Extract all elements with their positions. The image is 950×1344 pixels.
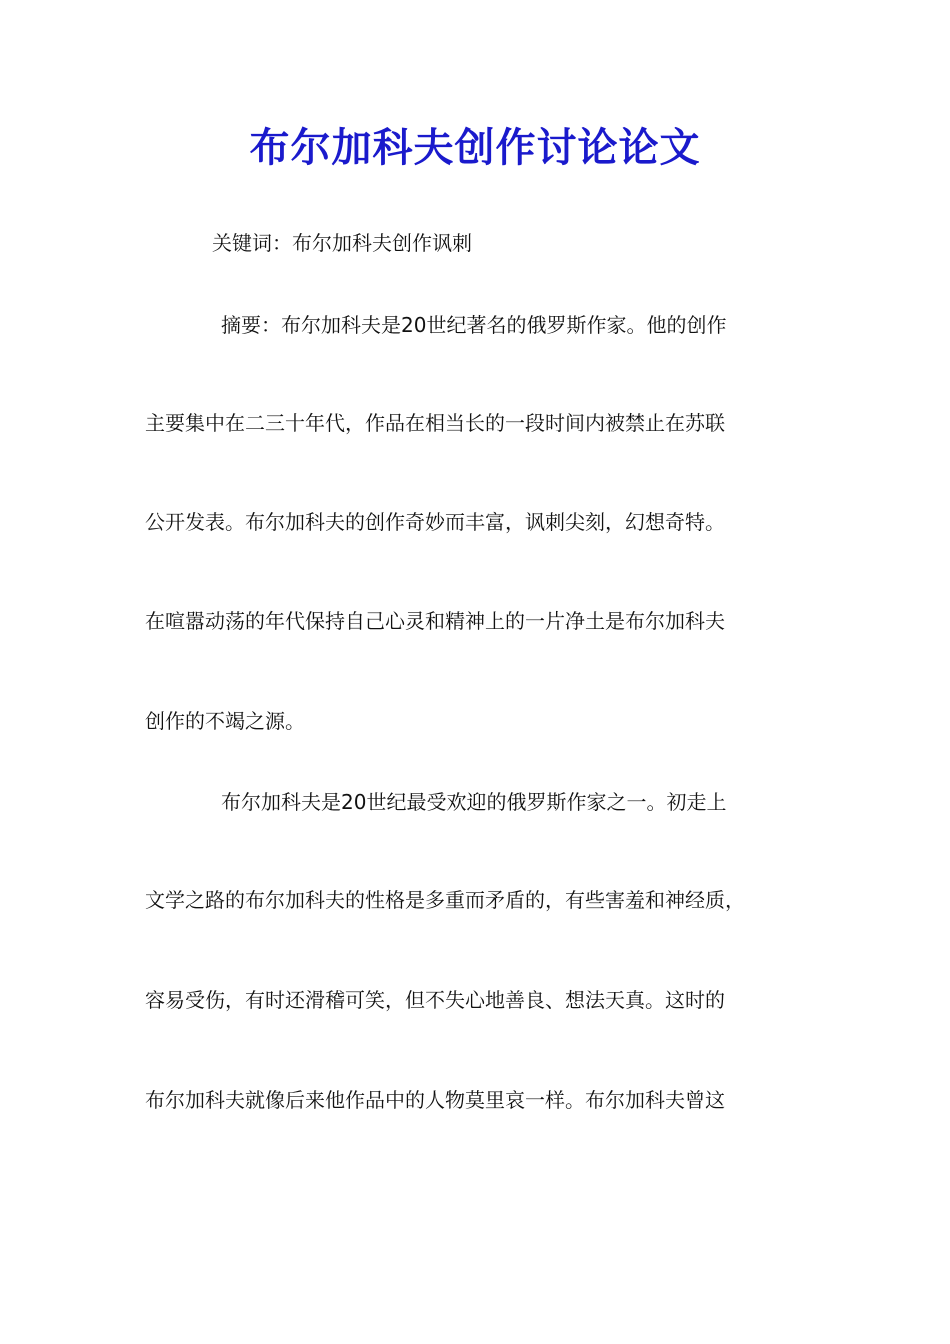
body-line: 文学之路的布尔加科夫的性格是多重而矛盾的，有些害羞和神经质， [145, 888, 745, 912]
abstract-line: 创作的不竭之源。 [145, 709, 305, 733]
abstract-line: 在喧嚣动荡的年代保持自己心灵和精神上的一片净土是布尔加科夫 [145, 609, 725, 633]
body-line: 布尔加科夫就像后来他作品中的人物莫里哀一样。布尔加科夫曾这 [145, 1088, 725, 1112]
body-line: 容易受伤，有时还滑稽可笑，但不失心地善良、想法天真。这时的 [145, 988, 725, 1012]
abstract-line: 公开发表。布尔加科夫的创作奇妙而丰富，讽刺尖刻，幻想奇特。 [145, 510, 725, 534]
document-title: 布尔加科夫创作讨论论文 [249, 124, 701, 171]
keywords-line: 关键词：布尔加科夫创作讽刺 [212, 231, 472, 255]
abstract-line: 主要集中在二三十年代，作品在相当长的一段时间内被禁止在苏联 [145, 411, 725, 435]
body-line: 布尔加科夫是20世纪最受欢迎的俄罗斯作家之一。初走上 [221, 790, 727, 814]
abstract-line: 摘要：布尔加科夫是20世纪著名的俄罗斯作家。他的创作 [221, 313, 727, 337]
